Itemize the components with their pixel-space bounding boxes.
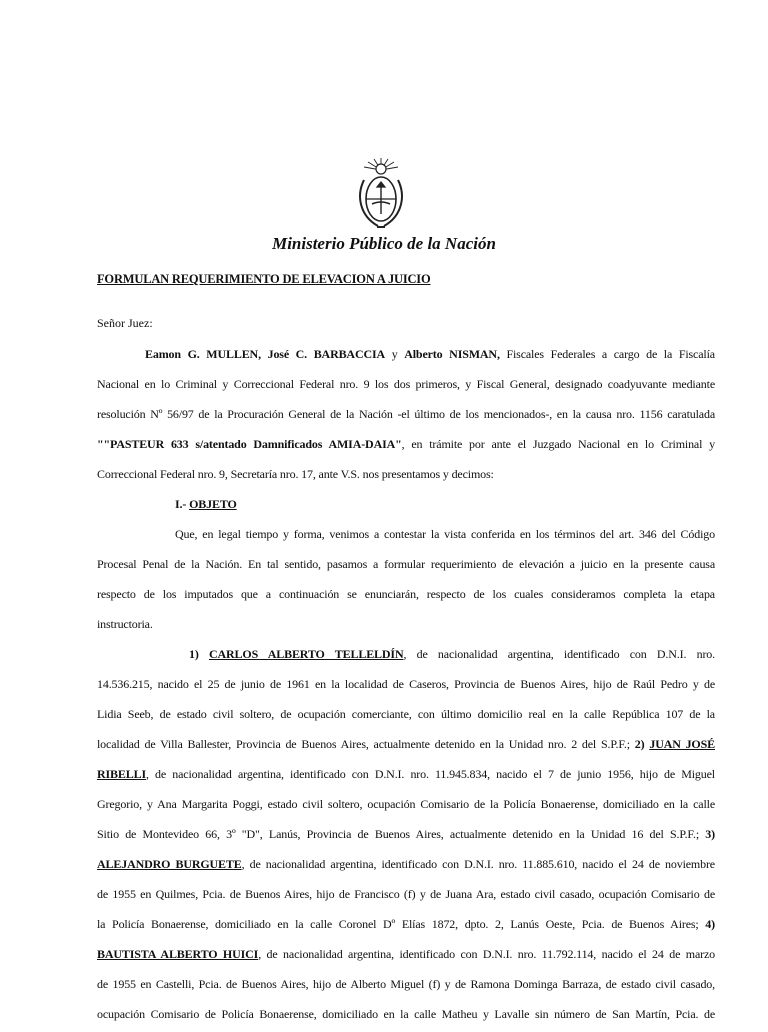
defendant-name: JUAN JOSÉ bbox=[649, 737, 715, 751]
defendant-name: ALEJANDRO BURGUETE bbox=[97, 857, 242, 871]
paragraph-line: RIBELLI, de nacionalidad argentina, identificado con D.N.I. nro. 11.945.834, nacido el 7 de junio 1956, hijo de Miguel bbox=[97, 767, 715, 781]
paragraph-line: respecto de los imputados que a continuación se enunciarán, respecto de los cuales consideramos completa la etapa bbox=[97, 587, 715, 601]
paragraph-line: Eamon G. MULLEN, José C. BARBACCIA y Alberto NISMAN, Fiscales Federales a cargo de la Fiscalía bbox=[145, 347, 715, 361]
document-heading: FORMULAN REQUERIMIENTO DE ELEVACION A JUICIO bbox=[97, 272, 431, 286]
paragraph-line: BAUTISTA ALBERTO HUICI, de nacionalidad argentina, identificado con D.N.I. nro. 11.792.114, nacido el 24 de marzo bbox=[97, 947, 716, 961]
paragraph-line: la Policía Bonaerense, domiciliado en la calle Coronel Dº Elías 1872, dpto. 2, Lanús Oeste, Pcia. de Buenos Aires; 4) bbox=[97, 917, 715, 931]
defendant-name: BAUTISTA ALBERTO HUICI bbox=[97, 947, 259, 961]
salutation: Señor Juez: bbox=[97, 316, 153, 330]
paragraph-line: Lidia Seeb, de estado civil soltero, de ocupación comerciante, con último domicilio real en la calle República 107 de la bbox=[97, 707, 715, 721]
case-title: ""PASTEUR 633 s/atentado Damnificados AMIA-DAIA" bbox=[97, 437, 402, 451]
paragraph-line: Nacional en lo Criminal y Correccional Federal nro. 9 los dos primeros, y Fiscal General, designado coadyuvante mediante bbox=[97, 377, 715, 391]
paragraph-line: Que, en legal tiempo y forma, venimos a contestar la vista conferida en los términos del art. 346 del Código bbox=[175, 527, 715, 541]
prosecutor-name: Alberto NISMAN, bbox=[404, 347, 500, 361]
document-body bbox=[97, 342, 715, 1032]
paragraph-line: ocupación Comisario de Policía Bonaerense, domiciliado en la calle Matheu y Lavalle sin número de San Martín, Pcia. de bbox=[97, 1007, 715, 1021]
prosecutor-name: Eamon G. MULLEN, bbox=[145, 347, 261, 361]
paragraph-line: de 1955 en Castelli, Pcia. de Buenos Aires, hijo de Alberto Miguel (f) y de Ramona Dominga Barraza, de estado civil casado, bbox=[97, 977, 715, 991]
national-coat-of-arms-icon bbox=[352, 156, 410, 230]
paragraph-line: de 1955 en Quilmes, Pcia. de Buenos Aires, hijo de Francisco (f) y de Juana Ara, estado civil casado, ocupación Comisario de bbox=[97, 887, 715, 901]
paragraph-line: Procesal Penal de la Nación. En tal sentido, pasamos a formular requerimiento de elevación a juicio en la presente causa bbox=[97, 557, 715, 571]
paragraph-line: 14.536.215, nacido el 25 de junio de 1961 en la localidad de Caseros, Provincia de Buenos Aires, hijo de Raúl Pedro y de bbox=[97, 677, 715, 691]
paragraph-line: Correccional Federal nro. 9, Secretaría nro. 17, ante V.S. nos presentamos y decimos: bbox=[97, 467, 494, 481]
defendant-name: RIBELLI bbox=[97, 767, 146, 781]
paragraph-line: Gregorio, y Ana Margarita Poggi, estado civil soltero, ocupación Comisario de la Policía Bonaerense, domiciliado en la calle bbox=[97, 797, 715, 811]
prosecutor-name: José C. BARBACCIA bbox=[267, 347, 386, 361]
paragraph-line: ALEJANDRO BURGUETE, de nacionalidad argentina, identificado con D.N.I. nro. 11.885.610, nacido el 24 de noviembre bbox=[97, 857, 715, 871]
paragraph-line: localidad de Villa Ballester, Provincia de Buenos Aires, actualmente detenido en la Unidad nro. 2 del S.P.F.; 2) JUAN JOSÉ bbox=[97, 737, 715, 751]
paragraph-line: Sitio de Montevideo 66, 3º "D", Lanús, Provincia de Buenos Aires, actualmente detenido en la Unidad 16 del S.P.F.; 3) bbox=[97, 827, 715, 841]
defendant-name: CARLOS ALBERTO TELLELDÍN bbox=[208, 647, 404, 661]
paragraph-line: instructoria. bbox=[97, 617, 153, 631]
paragraph-line: resolución Nº 56/97 de la Procuración General de la Nación -el último de los mencionados-, en la causa nro. 1156 caratulada bbox=[97, 407, 715, 421]
section-title: OBJETO bbox=[189, 497, 237, 511]
ministry-title: Ministerio Público de la Nación bbox=[272, 234, 496, 253]
paragraph-line: 1) CARLOS ALBERTO TELLELDÍN, de nacionalidad argentina, identificado con D.N.I. nro. bbox=[189, 647, 715, 661]
paragraph-line: ""PASTEUR 633 s/atentado Damnificados AMIA-DAIA", en trámite por ante el Juzgado Nacional en lo Criminal y bbox=[97, 437, 716, 451]
section-heading: I.- OBJETO bbox=[175, 497, 237, 511]
